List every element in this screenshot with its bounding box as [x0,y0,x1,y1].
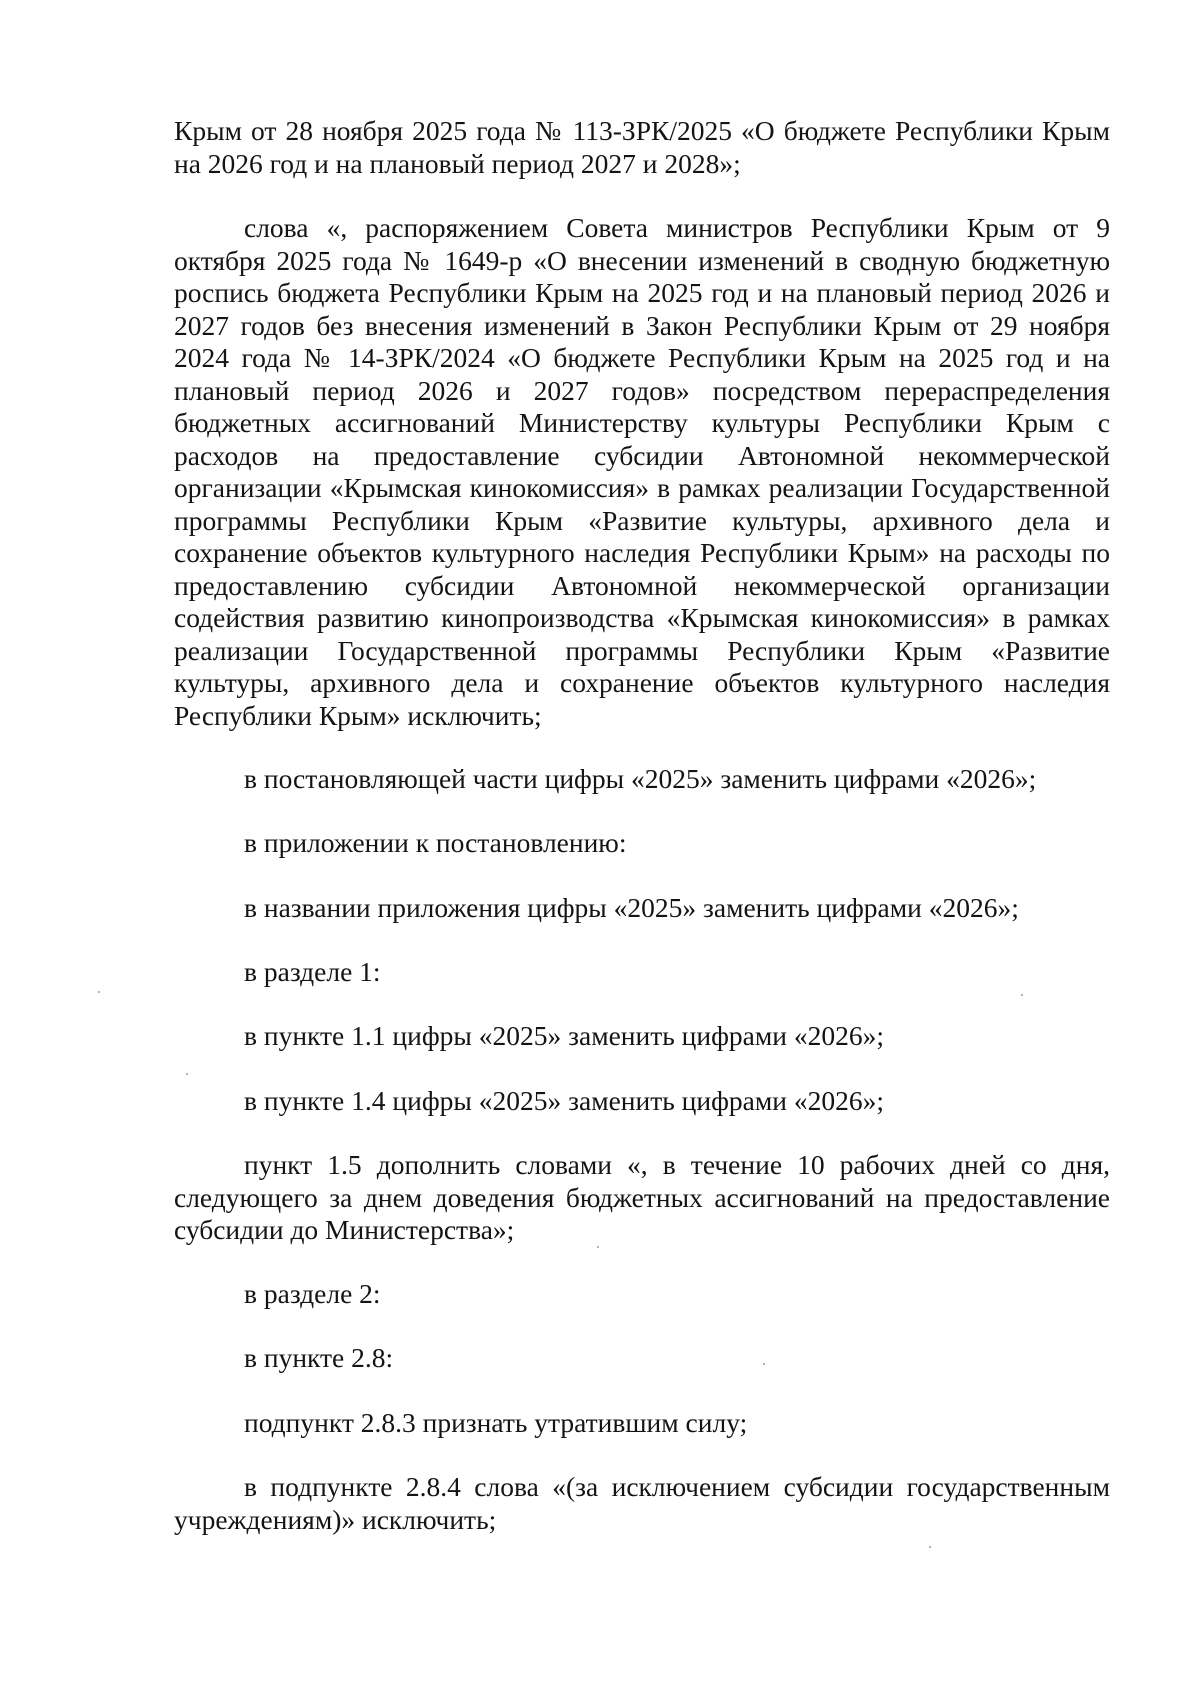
paragraph-section-1-heading: в разделе 1: [244,956,381,987]
scan-speck [929,1546,931,1548]
paragraph-clause-1-4-change: в пункте 1.4 цифры «2025» заменить цифрами «2026»; [244,1085,885,1116]
paragraph-subclause-2-8-4-change: в подпункте 2.8.4 слова «(за исключением субсидии государственным учреждениям)» исключить; [174,1471,1110,1535]
paragraph-subclause-2-8-3-repeal: подпункт 2.8.3 признать утратившим силу; [244,1407,748,1438]
scan-speck [1021,994,1023,996]
paragraph-clause-1-1-change: в пункте 1.1 цифры «2025» заменить цифрами «2026»; [244,1020,885,1051]
paragraph-clause-1-5-addition: пункт 1.5 дополнить словами «, в течение 10 рабочих дней со дня, следующего за днем доведения бюджетных ассигнований на предоставление субсидии до Министерства»; [174,1149,1110,1245]
paragraph-appendix-heading: в приложении к постановлению: [244,827,627,858]
paragraph-words-excluded: слова «, распоряжением Совета министров Республики Крым от 9 октября 2025 года № 1649-р «О внесении изменений в сводную бюджетную роспись бюджета Республики Крым на 2025 год и на плановый период 2026 и 2027 годов без внесения изменений в Закон Республики Крым от 29 ноября 2024 года № 14-ЗРК/2024 «О бюджете Республики Крым на 2025 год и на плановый период 2026 и 2027 годов» посредством перераспределения бюджетных ассигнований Министерству культуры Республики Крым с расходов на предоставление субсидии Автономной некоммерческой организации «Крымская кинокомиссия» в рамках реализации Государственной программы Республики Крым «Развитие культуры, архивного дела и сохранение объектов культурного наследия Республики Крым» на расходы по предоставлению субсидии Автономной некоммерческой организации содействия развитию кинопроизводства «Крымская кинокомиссия» в рамках реализации Государственной программы Республики Крым «Развитие культуры, архивного дела и сохранение объектов культурного наследия Республики Крым» исключить; [174,212,1110,731]
paragraph-continuation-law-reference: Крым от 28 ноября 2025 года № 113-ЗРК/2025 «О бюджете Республики Крым на 2026 год и на плановый период 2027 и 2028»; [174,115,1110,179]
paragraph-appendix-title-change: в названии приложения цифры «2025» заменить цифрами «2026»; [244,892,1019,923]
paragraph-clause-2-8-heading: в пункте 2.8: [244,1342,394,1373]
scan-speck [763,1363,765,1365]
scan-speck [186,1073,188,1075]
scan-speck [98,991,100,993]
scan-speck [597,1246,599,1248]
paragraph-section-2-heading: в разделе 2: [244,1278,381,1309]
paragraph-operative-part-change: в постановляющей части цифры «2025» заменить цифрами «2026»; [244,763,1037,794]
